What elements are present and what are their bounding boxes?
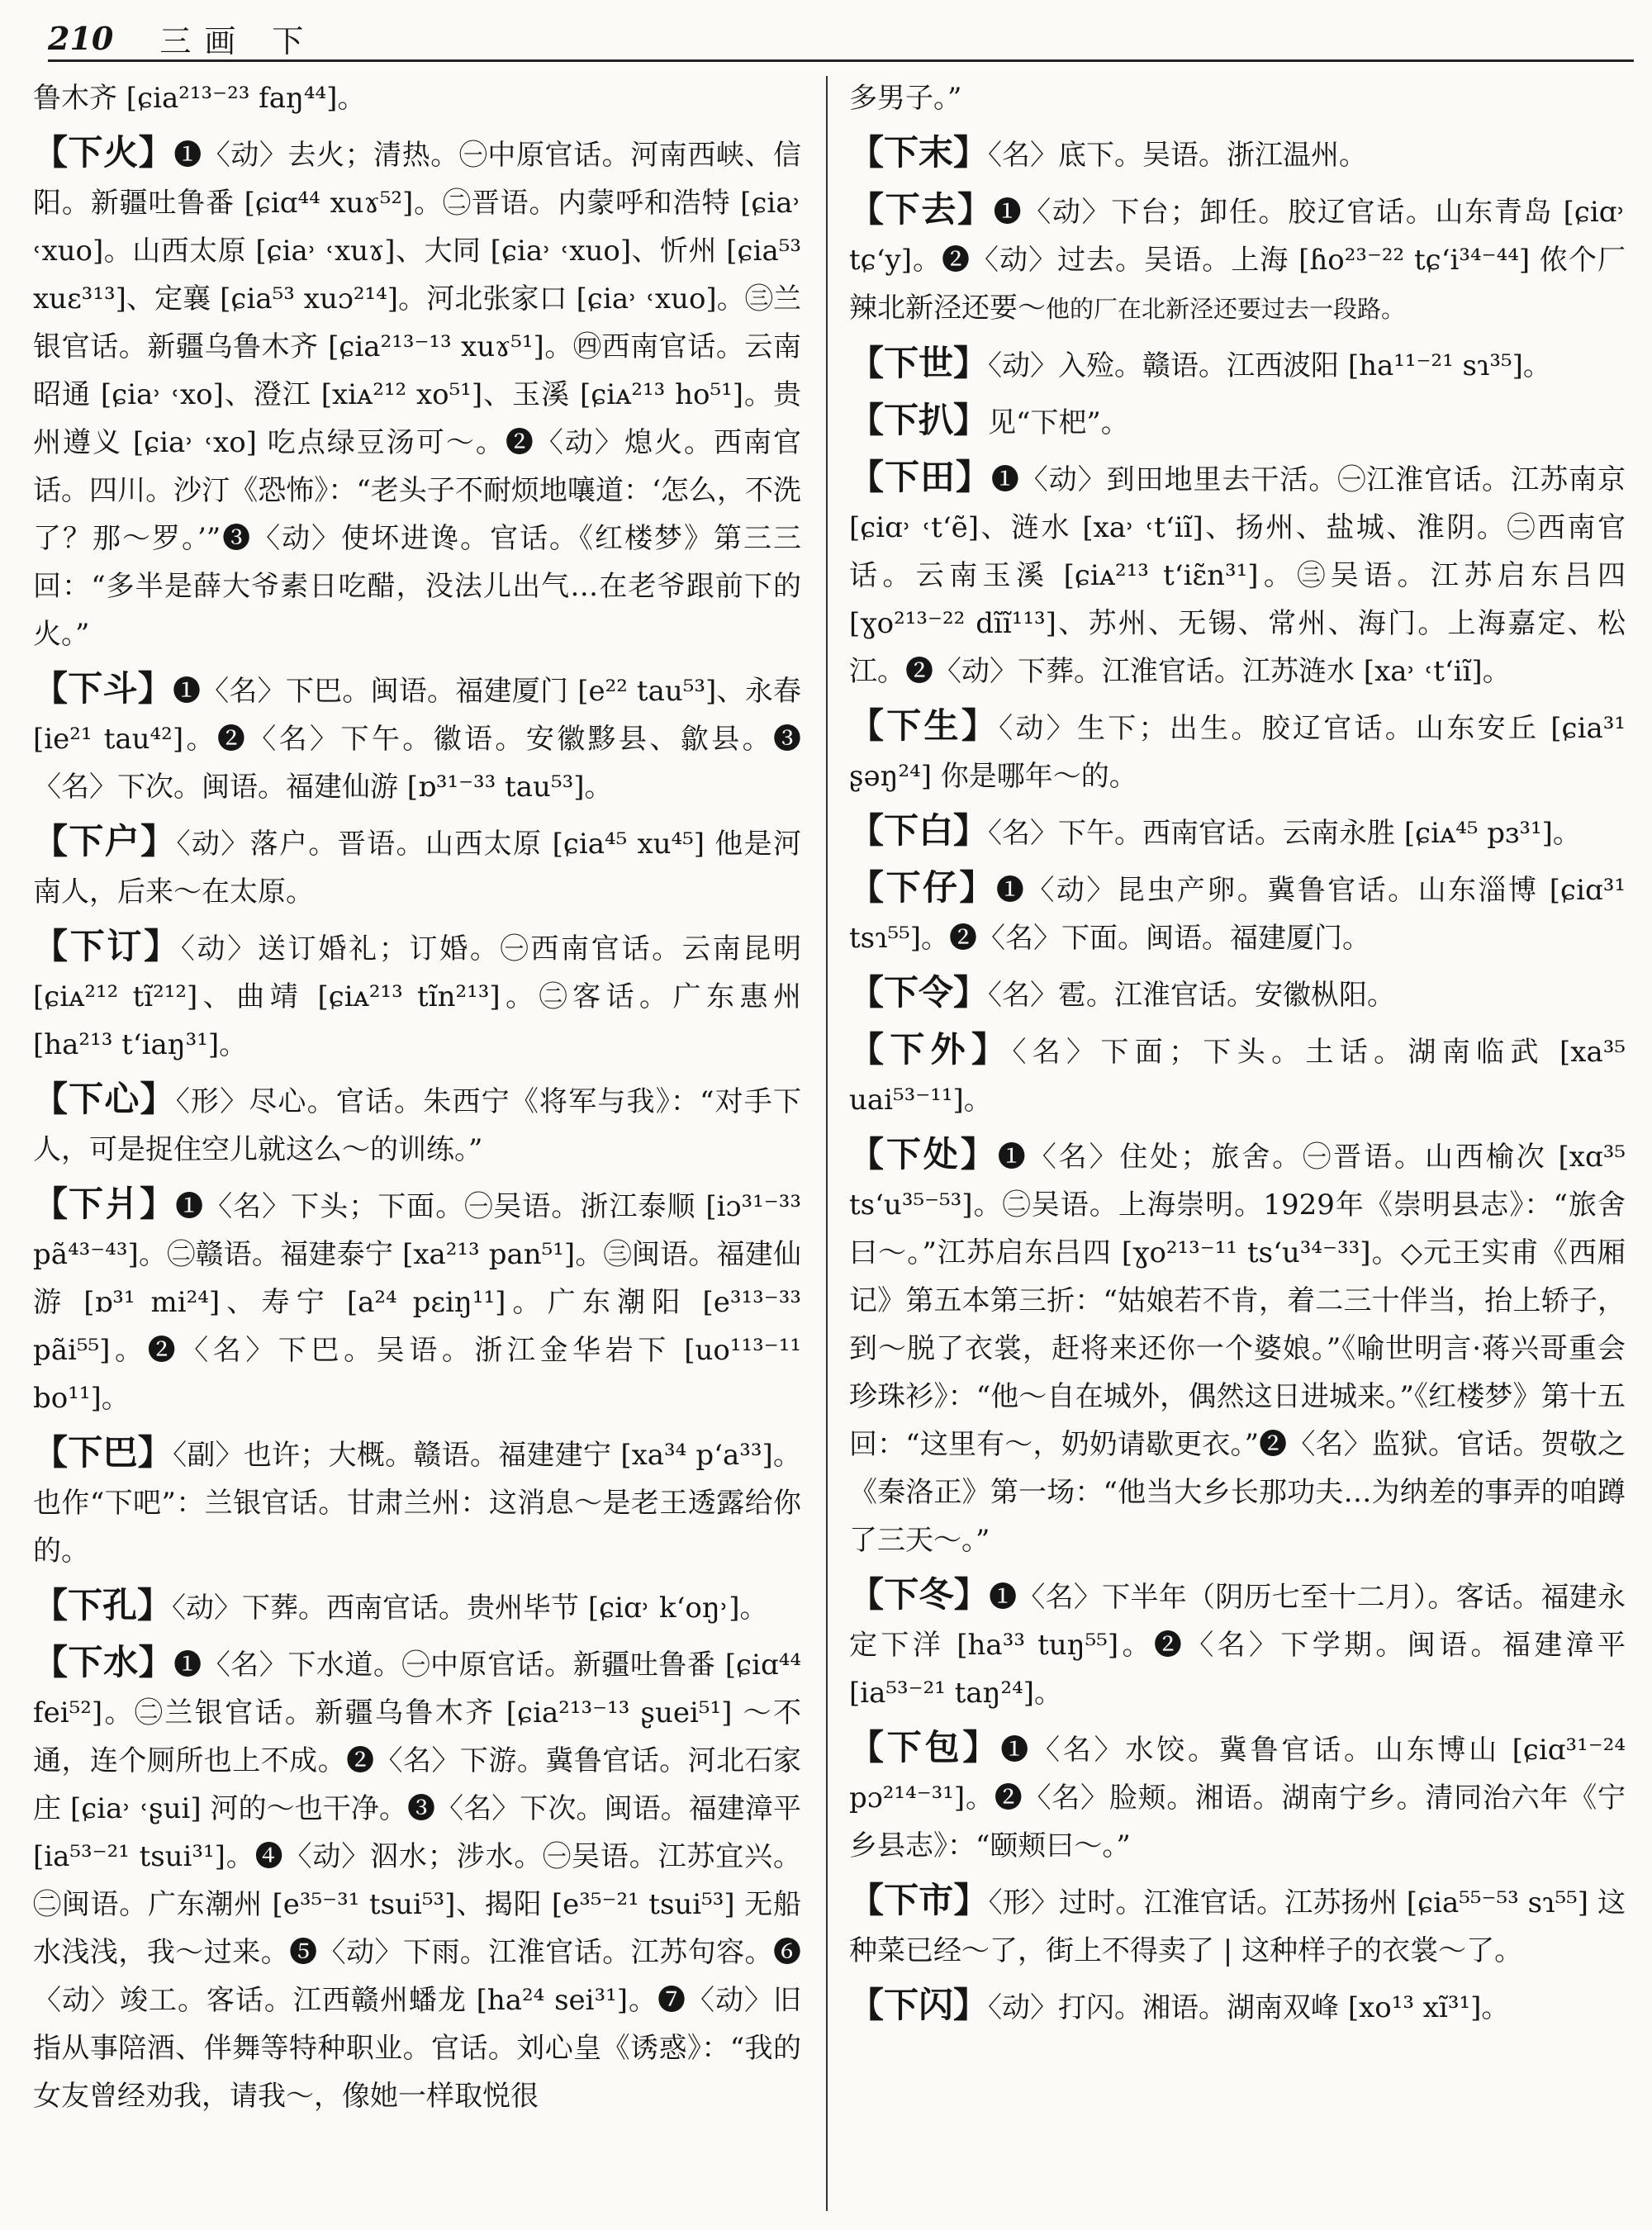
- definition: ❶〈动〉到田地里去干活。㊀江淮官话。江苏南京 [ɕiɑ˒ ˓tʻẽ]、涟水 [xa˒ ˓tʻiĩ]、扬州、盐城、淮阴。㊁西南官话。云南玉溪 [ɕiᴀ²¹³ tʻiɛ̃n³¹]。㊂吴语。江苏启东吕四 [ɣo²¹³⁻²² dĩĩ¹¹³]、苏州、无锡、常州、海门。上海嘉定、松江。❷〈动〉下葬。江淮官话。江苏涟水 [xa˒ ˓tʻiĩ]。: [849, 463, 1626, 688]
- headword: 【下令】: [849, 972, 989, 1013]
- entry-xia-hu: [33, 818, 801, 916]
- definition: 〈形〉过时。江淮官话。江苏扬州 [ɕia⁵⁵⁻⁵³ sɿ⁵⁵] 这种菜已经～了，街上不得卖了 | 这种样子的衣裳～了。: [849, 1886, 1626, 1967]
- headword: 【下爿】: [33, 1184, 176, 1224]
- definition: ❶〈名〉下半年（阴历七至十二月）。客话。福建永定下洋 [ha³³ tuŋ⁵⁵]。❷〈名〉下学期。闽语。福建漳平 [ia⁵³⁻²¹ taŋ²⁴]。: [849, 1581, 1626, 1710]
- headword: 【下市】: [849, 1880, 989, 1920]
- headword: 【下处】: [849, 1134, 998, 1174]
- entry-xia-ba: [33, 1429, 801, 1575]
- definition: 〈名〉雹。江淮官话。安徽枞阳。: [988, 979, 1396, 1012]
- headword: 【下扒】: [849, 400, 989, 440]
- entry-xia-wai: [849, 1026, 1626, 1124]
- headword: 【下世】: [849, 343, 989, 383]
- entry-xia-kong: [33, 1582, 801, 1632]
- definition: 〈动〉落户。晋语。山西太原 [ɕia⁴⁵ xu⁴⁵] 他是河南人，后来～在太原。: [33, 828, 801, 909]
- definition: ❶〈名〉下水道。㊀中原官话。新疆吐鲁番 [ɕiɑ⁴⁴ fei⁵²]。㊁兰银官话。新疆乌鲁木齐 [ɕia²¹³⁻¹³ ʂuei⁵¹] ～不通，连个厕所也上不成。❷〈名〉下游。冀鲁官话。河北石家庄 [ɕia˒ ˓ʂui] 河的～也干净。❸〈名〉下次。闽语。福建漳平 [ia⁵³⁻²¹ tsui³¹]。❹〈动〉泅水；涉水。㊀吴语。江苏宜兴。㊁闽语。广东潮州 [e³⁵⁻³¹ tsui⁵³]、揭阳 [e³⁵⁻²¹ tsui⁵³] 无船水浅浅，我～过来。❺〈动〉下雨。江淮官话。江苏句容。❻〈动〉竣工。客话。江西赣州蟠龙 [ha²⁴ sei³¹]。❼〈动〉旧指从事陪酒、伴舞等特种职业。官话。刘心皇《诱惑》：“我的女友曾经劝我，请我～，像她一样取悦很: [33, 1649, 801, 2113]
- definition: ❶〈动〉昆虫产卵。冀鲁官话。山东淄博 [ɕiɑ³¹ tsɿ⁵⁵]。❷〈名〉下面。闽语。福建厦门。: [849, 874, 1626, 955]
- definition: 〈动〉生下；出生。胶辽官话。山东安丘 [ɕia³¹ ʂəŋ²⁴] 你是哪年～的。: [849, 712, 1626, 793]
- definition: ❶〈名〉住处；旅舍。㊀晋语。山西榆次 [xɑ³⁵ tsʻu³⁵⁻⁵³]。㊁吴语。上海崇明。1929年《崇明县志》：“旅舍曰～。”江苏启东吕四 [ɣo²¹³⁻¹¹ tsʻu³⁴⁻³³]。◇元王实甫《西厢记》第五本第三折：“姑娘若不肯，着二三十伴当，抬上轿子，到～脱了衣裳，赶将来还你一个婆娘。”《喻世明言·蒋兴哥重会珍珠衫》：“他～自在城外，偶然这日进城来。”《红楼梦》第十五回：“这里有～，奶奶请歇更衣。”❷〈名〉监狱。官话。贺敬之《秦洛正》第一场：“他当大乡长那功夫…为纳差的事弄的咱蹲了三天～。”: [849, 1141, 1626, 1557]
- headword: 【下田】: [849, 457, 991, 497]
- definition: 〈名〉底下。吴语。浙江温州。: [988, 139, 1368, 172]
- page-number: 210: [48, 19, 114, 57]
- definition: 〈动〉送订婚礼；订婚。㊀西南官话。云南昆明 [ɕiᴀ²¹² tĩ²¹²]、曲靖 [ɕiᴀ²¹³ tĩn²¹³]。㊁客话。广东惠州 [ha²¹³ tʻiaŋ³¹]。: [33, 932, 801, 1061]
- left-column: [33, 74, 801, 2127]
- entry-xia-chu: [849, 1131, 1626, 1564]
- definition: 〈副〉也许；大概。赣语。福建建宁 [xa³⁴ pʻa³³]。也作“下吧”：兰银官话。甘肃兰州：这消息～是老王透露给你的。: [33, 1439, 801, 1568]
- entry-xia-shi2: [849, 1877, 1626, 1975]
- entry-xia-huo: [33, 129, 801, 658]
- headword: 【下仔】: [849, 867, 996, 908]
- headword: 【下孔】: [33, 1585, 173, 1625]
- headword: 【下白】: [849, 810, 989, 851]
- right-column: [849, 74, 1626, 2038]
- entry-xia-zai: [849, 864, 1626, 962]
- continued-text: 鲁木齐 [ɕia²¹³⁻²³ faŋ⁴⁴]。: [33, 82, 366, 115]
- entry-xia-tian: [849, 453, 1626, 695]
- headword: 【下生】: [849, 705, 999, 746]
- headword: 【下闪】: [849, 1985, 989, 2025]
- gloss-note: 他的厂在北新泾还要过去一段路。: [1046, 295, 1406, 323]
- definition: ❶〈动〉下台；卸任。胶辽官话。山东青岛 [ɕiɑ˒ tɕʻy]。❷〈动〉过去。吴语。上海 [ɦo²³⁻²² tɕʻi³⁴⁻⁴⁴] 侬个厂辣北新泾还要～: [849, 196, 1626, 325]
- column-divider: [826, 76, 828, 2211]
- entry-xia-ling: [849, 969, 1626, 1019]
- definition: 〈形〉尽心。官话。朱西宁《将军与我》：“对手下人，可是捉住空儿就这么～的训练。”: [33, 1085, 801, 1166]
- headword: 【下斗】: [33, 668, 173, 709]
- page-header: [48, 15, 1634, 61]
- definition: ❶〈名〉下头；下面。㊀吴语。浙江泰顺 [iɔ³¹⁻³³ pã⁴³⁻⁴³]。㊁赣语。福建泰宁 [xa²¹³ pan⁵¹]。㊂闽语。福建仙游 [ɒ³¹ mi²⁴]、寿宁 [a²⁴ pɛiŋ¹¹]。广东潮阳 [e³¹³⁻³³ pãi⁵⁵]。❷〈名〉下巴。吴语。浙江金华岩下 [uo¹¹³⁻¹¹ bo¹¹]。: [33, 1190, 801, 1415]
- entry-xia-ba2: [849, 396, 1626, 447]
- continued-text: 多男子。”: [849, 82, 962, 115]
- entry-xia-qu: [849, 186, 1626, 333]
- entry-xia-shan: [849, 1981, 1626, 2032]
- headword: 【下户】: [33, 821, 177, 861]
- headword: 【下包】: [849, 1727, 1001, 1767]
- headword: 【下订】: [33, 926, 181, 966]
- entry-xia-dong: [849, 1571, 1626, 1717]
- headword: 【下火】: [33, 132, 174, 173]
- definition: 〈动〉入殓。赣语。江西波阳 [ha¹¹⁻²¹ sɿ³⁵]。: [988, 349, 1551, 382]
- definition: 〈名〉下面；下头。土话。湖南临武 [xa³⁵ uai⁵³⁻¹¹]。: [849, 1036, 1626, 1117]
- entry-xia-dou: [33, 665, 801, 811]
- headword: 【下心】: [33, 1079, 176, 1119]
- entry-xia-bai: [849, 807, 1626, 857]
- entry-xia-shui: [33, 1639, 801, 2120]
- entry-xia-bao: [849, 1724, 1626, 1870]
- entry-xia-sheng: [849, 702, 1626, 800]
- headword: 【下末】: [849, 132, 989, 173]
- entry-xia-mo: [849, 129, 1626, 179]
- entry-xia-ding: [33, 923, 801, 1069]
- definition: ❶〈名〉水饺。冀鲁官话。山东博山 [ɕiɑ³¹⁻²⁴ pɔ²¹⁴⁻³¹]。❷〈名〉脸颊。湘语。湖南宁乡。清同治六年《宁乡县志》：“颐颊曰～。”: [849, 1734, 1626, 1862]
- definition: ❶〈动〉去火；清热。㊀中原官话。河南西峡、信阳。新疆吐鲁番 [ɕiɑ⁴⁴ xuɤ⁵²]。㊁晋语。内蒙呼和浩特 [ɕia˒ ˓xuo]。山西太原 [ɕia˒ ˓xuɤ]、大同 [ɕia˒ ˓xuo]、忻州 [ɕia⁵³ xuɛ³¹³]、定襄 [ɕia⁵³ xuɔ²¹⁴]。河北张家口 [ɕia˒ ˓xuo]。㊂兰银官话。新疆乌鲁木齐 [ɕia²¹³⁻¹³ xuɤ⁵¹]。㊃西南官话。云南昭通 [ɕia˒ ˓xo]、澄江 [xiᴀ²¹² xo⁵¹]、玉溪 [ɕiᴀ²¹³ ho⁵¹]。贵州遵义 [ɕia˒ ˓xo] 吃点绿豆汤可～。❷〈动〉熄火。西南官话。四川。沙汀《恐怖》：“老头子不耐烦地嚷道：‘怎么，不洗了？那～罗。’”❸〈动〉使坏进谗。官话。《红楼梦》第三三回：“多半是薛大爷素日吃醋，没法儿出气…在老爷跟前下的火。”: [33, 139, 801, 651]
- definition: 〈动〉下葬。西南官话。贵州毕节 [ɕiɑ˒ kʻoŋ˒]。: [172, 1592, 768, 1625]
- definition: 〈动〉打闪。湘语。湖南双峰 [xo¹³ xĩ³¹]。: [988, 1991, 1510, 2024]
- header-rule: [48, 59, 1634, 62]
- entry-xia-xin: [33, 1075, 801, 1174]
- definition: 见“下杷”。: [988, 406, 1129, 439]
- section-title: 三画 下: [159, 22, 317, 59]
- headword: 【下巴】: [33, 1432, 173, 1473]
- entry-xia-shi: [849, 339, 1626, 390]
- headword: 【下外】: [849, 1029, 1013, 1070]
- headword: 【下水】: [33, 1642, 174, 1682]
- definition: 〈名〉下午。西南官话。云南永胜 [ɕiᴀ⁴⁵ pɜ³¹]。: [988, 817, 1581, 850]
- headword: 【下冬】: [849, 1574, 990, 1615]
- headword: 【下去】: [849, 189, 994, 230]
- definition: ❶〈名〉下巴。闽语。福建厦门 [e²² tau⁵³]、永春 [ie²¹ tau⁴²]。❷〈名〉下午。徽语。安徽黟县、歙县。❸〈名〉下次。闽语。福建仙游 [ɒ³¹⁻³³ tau⁵³]。: [33, 675, 801, 804]
- entry-xia-pan: [33, 1180, 801, 1422]
